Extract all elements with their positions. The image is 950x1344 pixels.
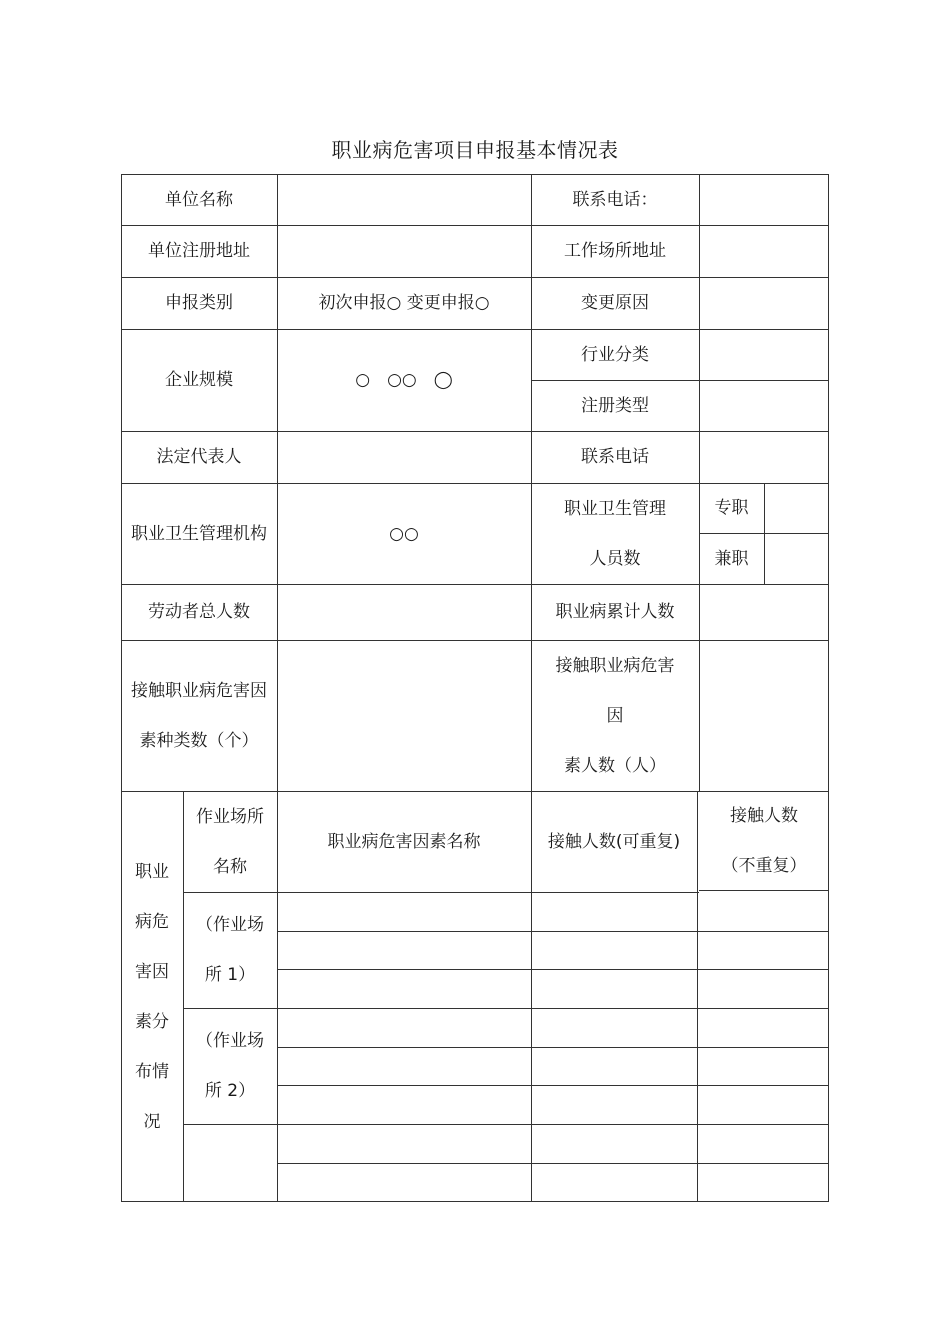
cumulative-cases-label: 职业病累计人数 [555,602,675,622]
declare-type-options[interactable]: 初次申报○ 变更申报○ [318,293,490,313]
full-time-label: 专职 [714,498,749,518]
reg-address-label: 单位注册地址 [148,241,250,261]
declaration-table [121,174,829,1202]
workplace-2-line1: （作业场 [196,1031,264,1051]
exposed-nodup-line1: 接触人数 [730,805,798,826]
side-label-3: 害因 [135,961,169,982]
distribution-side-label [121,791,183,1202]
workplace-2-label [183,1008,277,1124]
hazard-types-label [121,640,277,791]
industry-label: 行业分类 [581,344,649,365]
side-label-2: 病危 [135,911,169,932]
hazard-people-line2: 因 [606,705,624,726]
enterprise-scale-options[interactable]: ○ ○○ ◯ [355,370,453,390]
side-label-1: 职业 [135,861,169,882]
enterprise-scale-label: 企业规模 [165,370,233,390]
oh-agency-label: 职业卫生管理机构 [131,523,267,544]
workplace-2-line2: 所 2） [204,1081,256,1101]
exposed-nodup-header [699,791,829,890]
reg-type-label: 注册类型 [581,395,649,416]
part-time-label: 兼职 [714,548,749,569]
workplace-name-header [183,791,277,892]
oh-staff-label [531,483,699,584]
workplace-header-line1: 作业场所 [196,806,264,827]
contact-phone-label-2: 联系电话 [581,447,649,467]
legal-rep-label: 法定代表人 [156,447,242,467]
workplace-address-label: 工作场所地址 [564,241,666,261]
side-label-5: 布情 [135,1061,169,1082]
hazard-people-line3: 素人数（人） [564,755,666,776]
oh-staff-line1: 职业卫生管理 [564,498,666,519]
side-label-4: 素分 [135,1011,169,1032]
hazard-types-line1: 接触职业病危害因 [131,680,267,701]
workplace-1-line1: （作业场 [196,915,264,935]
exposed-dup-header: 接触人数(可重复) [547,831,681,852]
declare-type-label: 申报类别 [165,293,233,313]
unit-name-label: 单位名称 [165,189,233,210]
workplace-1-line2: 所 1） [204,965,256,985]
workplace-header-line2: 名称 [213,856,247,877]
workplace-1-label [183,892,277,1008]
factor-name-header: 职业病危害因素名称 [327,831,481,852]
exposed-nodup-line2: （不重复） [721,855,807,876]
contact-phone-label: 联系电话： [572,189,658,210]
hazard-people-line1: 接触职业病危害 [555,655,675,676]
side-label-6: 况 [143,1111,161,1132]
hazard-types-line2: 素种类数（个） [139,730,259,751]
oh-staff-line2: 人员数 [589,548,641,569]
change-reason-label: 变更原因 [581,293,649,313]
total-workers-label: 劳动者总人数 [148,602,250,622]
oh-agency-options[interactable]: ○○ [389,523,419,544]
page-title: 职业病危害项目申报基本情况表 [331,138,619,162]
hazard-people-label [531,640,699,791]
